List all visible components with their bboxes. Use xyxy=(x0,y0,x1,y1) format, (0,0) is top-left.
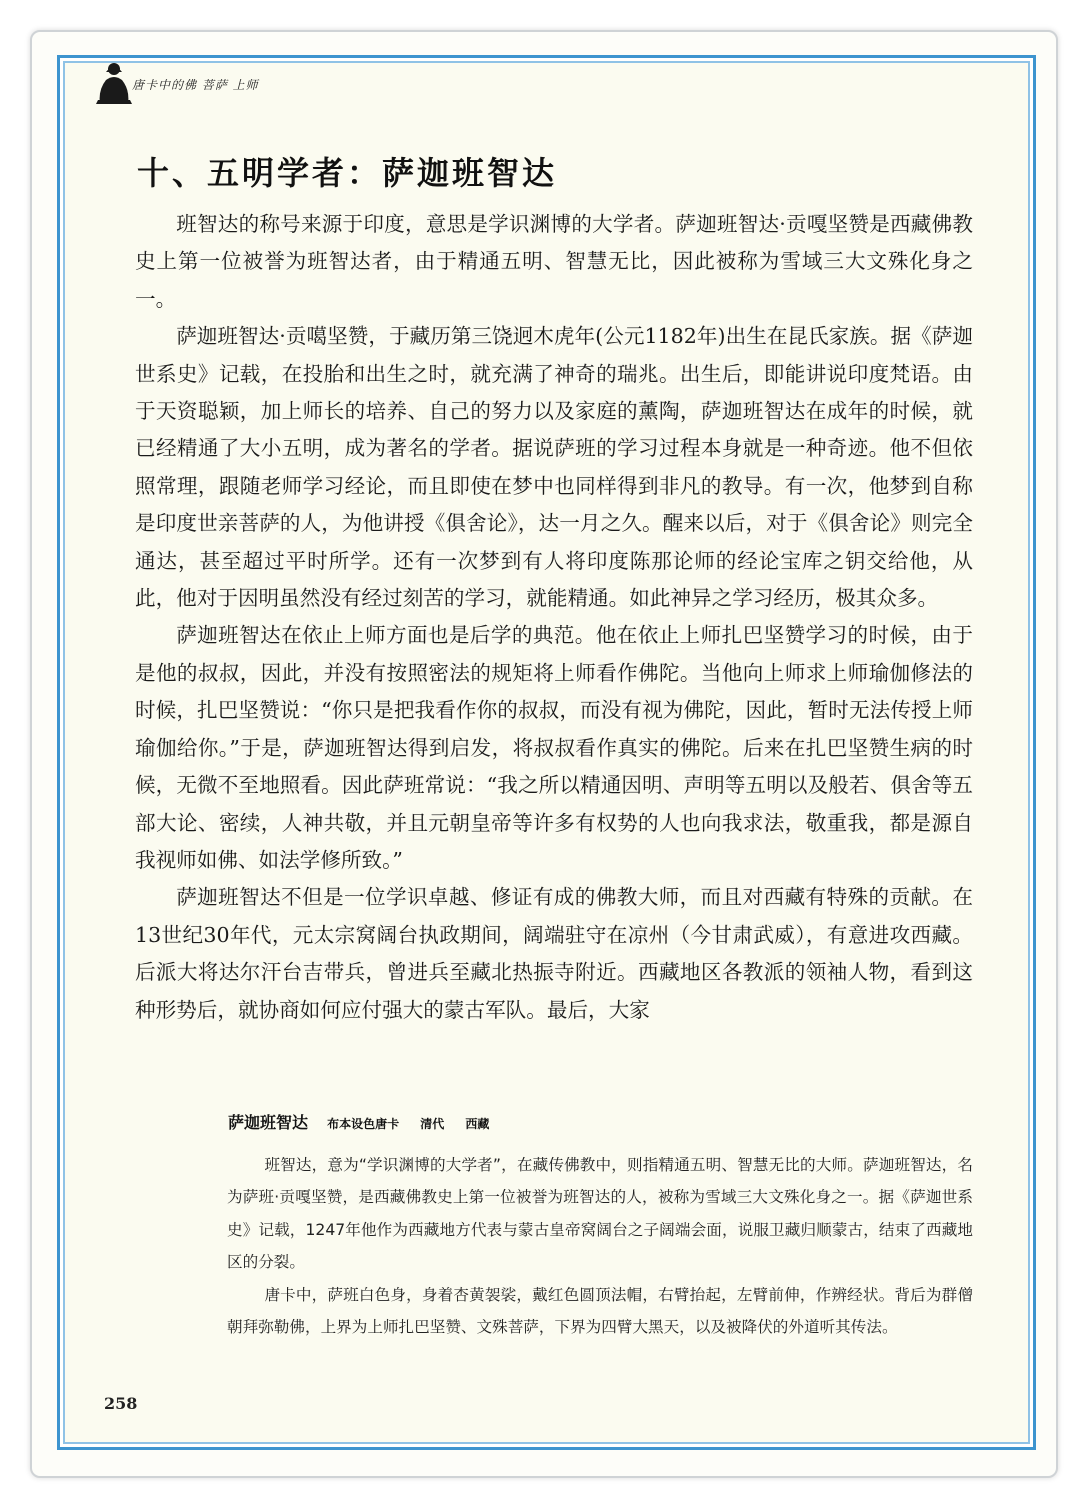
seated-monk-icon xyxy=(92,60,136,106)
running-title: 唐卡中的佛 菩萨 上师 xyxy=(132,78,259,92)
caption-heading xyxy=(228,1110,505,1133)
page-number: 258 xyxy=(104,1394,138,1413)
running-header xyxy=(92,60,292,106)
body-paragraph: 班智达的称号来源于印度，意思是学识渊博的大学者。萨迦班智达·贡嘎坚赞是西藏佛教史上第一位被誉为班智达者，由于精通五明、智慧无比，因此被称为雪域三大文殊化身之一。 xyxy=(135,212,973,311)
body-paragraph: 萨迦班智达不但是一位学识卓越、修证有成的佛教大师，而且对西藏有特殊的贡献。在13世纪30年代，元太宗窝阔台执政期间，阔端驻守在凉州（今甘肃武威），有意进攻西藏。后派大将达尔汗台吉带兵，曾进兵至藏北热振寺附近。西藏地区各教派的领袖人物，看到这种形势后，就协商如何应付强大的蒙古军队。最后，大家 xyxy=(135,885,973,1022)
caption-medium: 布本设色唐卡 xyxy=(327,1117,400,1131)
body-paragraph: 萨迦班智达·贡噶坚赞，于藏历第三饶迥木虎年(公元1182年)出生在昆氏家族。据《萨迦世系史》记载，在投胎和出生之时，就充满了神奇的瑞兆。出生后，即能讲说印度梵语。由于天资聪颖，加上师长的培养、自己的努力以及家庭的薰陶，萨迦班智达在成年的时候，就已经精通了大小五明，成为著名的学者。据说萨班的学习过程本身就是一种奇迹。他不但依照常理，跟随老师学习经论，而且即使在梦中也同样得到非凡的教导。有一次，他梦到自称是印度世亲菩萨的人，为他讲授《俱舍论》，达一月之久。醒来以后，对于《俱舍论》则完全通达，甚至超过平时所学。还有一次梦到有人将印度陈那论师的经论宝库之钥交给他，从此，他对于因明虽然没有经过刻苦的学习，就能精通。如此神异之学习经历，极其众多。 xyxy=(135,324,973,611)
body-text xyxy=(135,206,973,1029)
caption-title: 萨迦班智达 xyxy=(228,1113,309,1132)
caption-paragraph: 班智达，意为“学识渊博的大学者”，在藏传佛教中，则指精通五明、智慧无比的大师。萨迦班智达，名为萨班·贡嘎坚赞，是西藏佛教史上第一位被誉为班智达的人，被称为雪域三大文殊化身之一。据《萨迦世系史》记载，1247年他作为西藏地方代表与蒙古皇帝窝阔台之子阔端会面，说服卫藏归顺蒙古，结束了西藏地区的分裂。 xyxy=(227,1156,973,1272)
section-title: 十、五明学者：萨迦班智达 xyxy=(137,154,558,192)
body-paragraph: 萨迦班智达在依止上师方面也是后学的典范。他在依止上师扎巴坚赞学习的时候，由于是他的叔叔，因此，并没有按照密法的规矩将上师看作佛陀。当他向上师求上师瑜伽修法的时候，扎巴坚赞说：“你只是把我看作你的叔叔，而没有视为佛陀，因此，暂时无法传授上师瑜伽给你。”于是，萨迦班智达得到启发，将叔叔看作真实的佛陀。后来在扎巴坚赞生病的时候，无微不至地照看。因此萨班常说：“我之所以精通因明、声明等五明以及般若、俱舍等五部大论、密续，人神共敬，并且元朝皇帝等许多有权势的人也向我求法，敬重我，都是源自我视师如佛、如法学修所致。” xyxy=(135,623,973,872)
caption-text xyxy=(227,1149,973,1343)
caption-period: 清代 xyxy=(420,1117,445,1131)
caption-paragraph: 唐卡中，萨班白色身，身着杏黄袈裟，戴红色圆顶法帽，右臂抬起，左臂前伸，作辨经状。背后为群僧朝拜弥勒佛，上界为上师扎巴坚赞、文殊菩萨，下界为四臂大黑天，以及被降伏的外道听其传法。 xyxy=(227,1285,973,1337)
caption-region: 西藏 xyxy=(465,1117,490,1131)
